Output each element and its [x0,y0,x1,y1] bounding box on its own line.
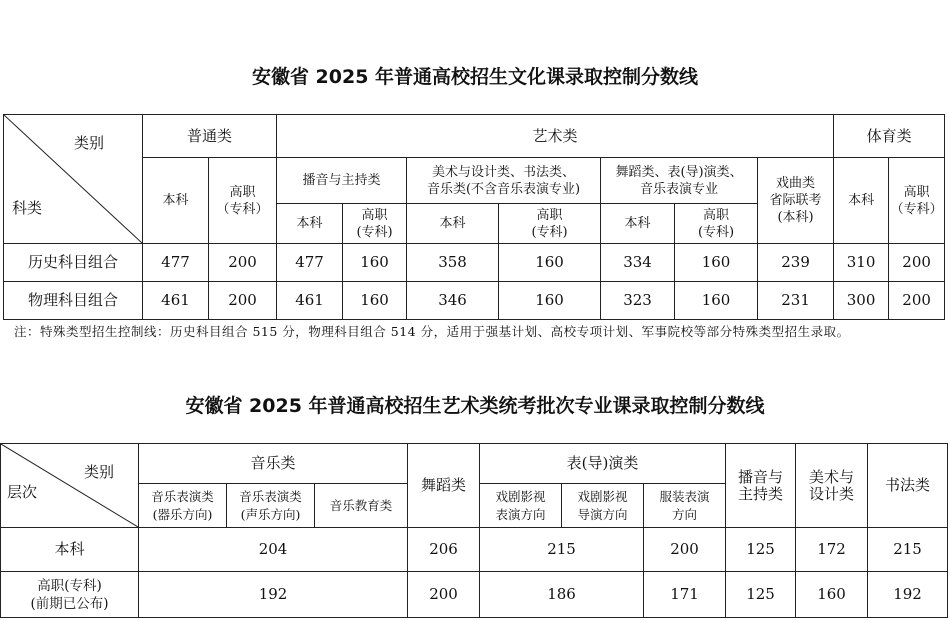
score-cell: 125 [726,572,796,618]
score-cell: 461 [143,282,209,320]
corner-bottom-label: 层次 [7,483,38,501]
score-cell: 192 [868,572,948,618]
score-cell: 125 [726,528,796,572]
corner-header [1,444,139,528]
broadcast-vocational: 高职 (专科) [343,204,407,244]
score-cell: 461 [277,282,343,320]
music-vocal: 音乐表演类 (声乐方向) [227,484,315,528]
score-cell: 172 [796,528,868,572]
score-cell: 160 [499,244,601,282]
broadcast-undergrad: 本科 [277,204,343,244]
header-calligraphy: 书法类 [868,444,948,528]
score-cell: 477 [277,244,343,282]
sports-vocational: 高职 （专科） [889,158,945,244]
page-title: 安徽省 2025 年普通高校招生文化课录取控制分数线 [251,66,699,88]
row-label: 高职(专科) (前期已公布) [1,572,139,618]
row-label: 本科 [1,528,139,572]
art-professional-score-table [0,443,948,618]
score-cell: 160 [675,244,758,282]
header-music: 音乐类 [139,444,408,484]
drama-directing: 戏剧影视 导演方向 [562,484,644,528]
score-cell: 160 [343,282,407,320]
header-sports: 体育类 [834,115,945,158]
corner-top-label: 类别 [83,463,114,481]
score-cell: 358 [407,244,499,282]
row-label: 历史科目组合 [4,244,143,282]
art-broadcast: 播音与主持类 [277,158,407,204]
score-cell: 215 [480,528,644,572]
general-undergrad: 本科 [143,158,209,244]
score-cell: 200 [644,528,726,572]
fine-arts-vocational: 高职 (专科) [499,204,601,244]
general-vocational: 高职 （专科） [209,158,277,244]
score-cell: 192 [139,572,408,618]
score-cell: 200 [209,282,277,320]
header-art: 艺术类 [277,115,834,158]
art-opera: 戏曲类 省际联考 (本科) [758,158,834,244]
header-fine-arts: 美术与 设计类 [796,444,868,528]
row-label: 物理科目组合 [4,282,143,320]
score-cell: 160 [343,244,407,282]
score-cell: 160 [499,282,601,320]
score-cell: 171 [644,572,726,618]
corner-bottom-label: 科类 [12,199,43,217]
score-cell: 310 [834,244,889,282]
score-cell: 477 [143,244,209,282]
table-row [4,244,945,282]
dance-vocational: 高职 (专科) [675,204,758,244]
score-cell: 334 [601,244,675,282]
score-cell: 231 [758,282,834,320]
drama-acting: 戏剧影视 表演方向 [480,484,562,528]
special-type-note: 注：特殊类型招生控制线：历史科目组合 515 分，物理科目组合 514 分，适用于强基计划、高校专项计划、军事院校等部分特殊类型招生录取。 [14,324,850,339]
art-fine-arts: 美术与设计类、书法类、 音乐类(不含音乐表演专业) [407,158,601,204]
score-cell: 200 [889,244,945,282]
music-instrumental: 音乐表演类 (器乐方向) [139,484,227,528]
score-cell: 200 [889,282,945,320]
score-cell: 215 [868,528,948,572]
header-dance: 舞蹈类 [408,444,480,528]
score-cell: 300 [834,282,889,320]
score-cell: 160 [675,282,758,320]
corner-top-label: 类别 [73,134,104,152]
score-cell: 186 [480,572,644,618]
dance-undergrad: 本科 [601,204,675,244]
score-cell: 200 [408,572,480,618]
header-broadcast: 播音与 主持类 [726,444,796,528]
score-cell: 204 [139,528,408,572]
score-cell: 323 [601,282,675,320]
section-title: 安徽省 2025 年普通高校招生艺术类统考批次专业课录取控制分数线 [185,395,765,417]
culture-score-table [3,114,945,320]
corner-header [4,115,143,244]
header-perform: 表(导)演类 [480,444,726,484]
score-cell: 160 [796,572,868,618]
score-cell: 206 [408,528,480,572]
table-row [4,282,945,320]
score-cell: 239 [758,244,834,282]
costume-performance: 服装表演 方向 [644,484,726,528]
music-education: 音乐教育类 [315,484,408,528]
table-row [1,528,948,572]
fine-arts-undergrad: 本科 [407,204,499,244]
score-cell: 346 [407,282,499,320]
score-cell: 200 [209,244,277,282]
header-general: 普通类 [143,115,277,158]
sports-undergrad: 本科 [834,158,889,244]
table-row [1,572,948,618]
art-dance: 舞蹈类、表(导)演类、 音乐表演专业 [601,158,758,204]
